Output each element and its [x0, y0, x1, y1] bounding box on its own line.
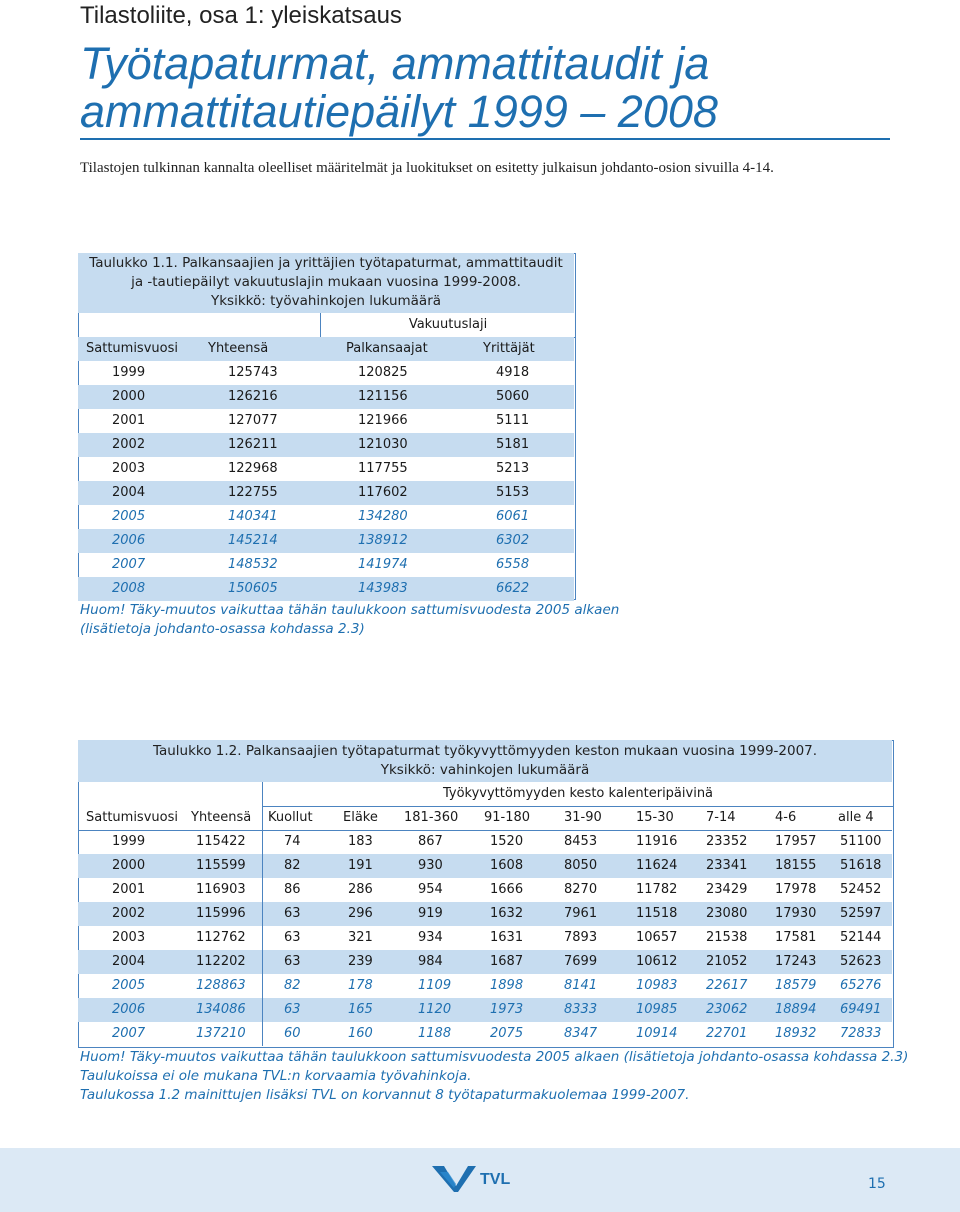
table1-column-header: Palkansaajat — [346, 341, 428, 356]
table-cell: 134280 — [358, 509, 408, 524]
table-cell: 191 — [348, 858, 373, 873]
table-cell: 8453 — [564, 834, 598, 849]
table-cell: 1631 — [490, 930, 524, 945]
table-cell: 2000 — [112, 858, 146, 873]
table-cell: 115599 — [196, 858, 246, 873]
table-cell: 22617 — [706, 978, 748, 993]
table-cell: 1109 — [418, 978, 452, 993]
table-row — [78, 553, 574, 577]
table1-note — [80, 601, 619, 639]
table-cell: 52144 — [840, 930, 882, 945]
table-cell: 2008 — [112, 581, 146, 596]
table-cell: 17978 — [775, 882, 817, 897]
table-cell: 8141 — [564, 978, 598, 993]
intro-text: Tilastojen tulkinnan kannalta oleelliset määritelmät ja luokitukset on esitetty julkaisun johdanto-osion sivuilla 4-14. — [80, 160, 774, 176]
table-cell: 2004 — [112, 954, 146, 969]
table-cell: 122755 — [228, 485, 278, 500]
table-cell: 11916 — [636, 834, 678, 849]
table-cell: 17581 — [775, 930, 817, 945]
table1-column-header: Sattumisvuosi — [86, 341, 178, 356]
table-cell: 145214 — [228, 533, 278, 548]
table-cell: 143983 — [358, 581, 408, 596]
table-cell: 178 — [348, 978, 373, 993]
table-row — [78, 529, 574, 553]
table-cell: 17243 — [775, 954, 817, 969]
table1-caption-line3: Yksikkö: työvahinkojen lukumäärä — [210, 293, 442, 309]
table-cell: 11624 — [636, 858, 678, 873]
table2-column-header: 91-180 — [484, 810, 531, 825]
table-cell: 72833 — [840, 1026, 882, 1041]
table2-column-header: 7-14 — [706, 810, 736, 825]
section-heading: Tilastoliite, osa 1: yleiskatsaus — [80, 2, 402, 29]
table2-column-header: Kuollut — [268, 810, 313, 825]
table-cell: 6622 — [496, 581, 530, 596]
table2-column-header: Yhteensä — [191, 810, 252, 825]
table-cell: 117755 — [358, 461, 408, 476]
table-cell: 128863 — [196, 978, 246, 993]
table-cell: 10983 — [636, 978, 678, 993]
table2-column-header: alle 4 — [838, 810, 874, 825]
table-cell: 4918 — [496, 365, 530, 380]
table-cell: 2002 — [112, 906, 146, 921]
table-cell: 63 — [284, 906, 301, 921]
table2-column-header: 15-30 — [636, 810, 674, 825]
table-cell: 23429 — [706, 882, 748, 897]
table-cell: 21538 — [706, 930, 748, 945]
table2-column-header: 31-90 — [564, 810, 602, 825]
table-cell: 1608 — [490, 858, 524, 873]
table-cell: 52623 — [840, 954, 882, 969]
table-row — [78, 998, 892, 1022]
table-cell: 2005 — [112, 509, 146, 524]
table-cell: 11518 — [636, 906, 678, 921]
table2-column-header: Sattumisvuosi — [86, 810, 178, 825]
table-cell: 1188 — [418, 1026, 452, 1041]
table-cell: 137210 — [196, 1026, 246, 1041]
table-cell: 60 — [284, 1026, 301, 1041]
table-row — [78, 457, 574, 481]
table-cell: 286 — [348, 882, 373, 897]
page-number: 15 — [868, 1176, 886, 1192]
table-cell: 122968 — [228, 461, 278, 476]
table-cell: 134086 — [196, 1002, 246, 1017]
table-cell: 117602 — [358, 485, 408, 500]
table-cell: 21052 — [706, 954, 748, 969]
table-cell: 930 — [418, 858, 443, 873]
table-row — [78, 385, 574, 409]
table-cell: 82 — [284, 858, 301, 873]
table-cell: 2003 — [112, 461, 146, 476]
table-cell: 23080 — [706, 906, 748, 921]
table2-caption-line1: Taulukko 1.2. Palkansaajien työtapaturmat työkyvyttömyyden keston mukaan vuosina 1999-2007. — [152, 743, 818, 759]
table2-column-divider — [262, 806, 263, 1046]
table1-caption-line1: Taulukko 1.1. Palkansaajien ja yrittäjien työtapaturmat, ammattitaudit — [89, 255, 563, 271]
table-cell: 51618 — [840, 858, 882, 873]
table-cell: 10657 — [636, 930, 678, 945]
table-cell: 2007 — [112, 557, 146, 572]
table-cell: 121966 — [358, 413, 408, 428]
table-cell: 984 — [418, 954, 443, 969]
table-cell: 5153 — [496, 485, 530, 500]
table1-note-line2: (lisätietoja johdanto-osassa kohdassa 2.3) — [80, 621, 365, 637]
table-cell: 17957 — [775, 834, 817, 849]
table-cell: 2006 — [112, 1002, 146, 1017]
table-cell: 1687 — [490, 954, 524, 969]
table-cell: 115996 — [196, 906, 246, 921]
table-cell: 7893 — [564, 930, 598, 945]
table1-caption — [78, 253, 574, 313]
table-cell: 6302 — [496, 533, 530, 548]
table-cell: 1632 — [490, 906, 524, 921]
table-cell: 165 — [348, 1002, 373, 1017]
table2-note-line3: Taulukossa 1.2 mainittujen lisäksi TVL on korvannut 8 työtapaturmakuolemaa 1999-2007. — [80, 1087, 690, 1103]
table-cell: 7961 — [564, 906, 598, 921]
table2-note — [80, 1048, 908, 1105]
table-cell: 52452 — [840, 882, 882, 897]
table-cell: 11782 — [636, 882, 678, 897]
table-cell: 138912 — [358, 533, 408, 548]
table-cell: 6061 — [496, 509, 530, 524]
table-cell: 867 — [418, 834, 443, 849]
table-cell: 160 — [348, 1026, 373, 1041]
table-cell: 126211 — [228, 437, 278, 452]
table-cell: 2000 — [112, 389, 146, 404]
table-cell: 8050 — [564, 858, 598, 873]
table-cell: 120825 — [358, 365, 408, 380]
table-cell: 10985 — [636, 1002, 678, 1017]
table2-caption — [78, 740, 892, 782]
table-cell: 2005 — [112, 978, 146, 993]
page-title-line1: Työtapaturmat, ammattitaudit ja — [80, 38, 710, 89]
table2-note-line2: Taulukoissa ei ole mukana TVL:n korvaamia työvahinkoja. — [80, 1068, 472, 1084]
table-cell: 74 — [284, 834, 301, 849]
table-cell: 112762 — [196, 930, 246, 945]
table-row — [78, 361, 574, 385]
table-cell: 8270 — [564, 882, 598, 897]
table-cell: 23062 — [706, 1002, 748, 1017]
table-cell: 82 — [284, 978, 301, 993]
table-cell: 63 — [284, 954, 301, 969]
table-row — [78, 926, 892, 950]
table-cell: 2075 — [490, 1026, 524, 1041]
table-cell: 121030 — [358, 437, 408, 452]
table-cell: 5111 — [496, 413, 530, 428]
table-row — [78, 902, 892, 926]
table-cell: 5181 — [496, 437, 530, 452]
table-cell: 115422 — [196, 834, 246, 849]
page-title — [80, 40, 890, 140]
table-cell: 126216 — [228, 389, 278, 404]
table-cell: 2003 — [112, 930, 146, 945]
table-cell: 86 — [284, 882, 301, 897]
table-cell: 2006 — [112, 533, 146, 548]
table-cell: 1666 — [490, 882, 524, 897]
table-cell: 321 — [348, 930, 373, 945]
table1-column-header: Yrittäjät — [483, 341, 535, 356]
table-cell: 183 — [348, 834, 373, 849]
table-row — [78, 505, 574, 529]
table-cell: 148532 — [228, 557, 278, 572]
table2-group-header: Työkyvyttömyyden kesto kalenteripäivinä — [262, 782, 893, 807]
table1-note-line1: Huom! Täky-muutos vaikuttaa tähän taulukkoon sattumisvuodesta 2005 alkaen — [80, 602, 620, 618]
table-row — [78, 409, 574, 433]
table-cell: 10914 — [636, 1026, 678, 1041]
table-cell: 127077 — [228, 413, 278, 428]
table-cell: 7699 — [564, 954, 598, 969]
table-cell: 934 — [418, 930, 443, 945]
table-cell: 23352 — [706, 834, 748, 849]
table-cell: 239 — [348, 954, 373, 969]
table2-column-header: 4-6 — [775, 810, 797, 825]
table-cell: 18932 — [775, 1026, 817, 1041]
table-row — [78, 974, 892, 998]
table1-header-row — [78, 337, 574, 361]
table-row — [78, 854, 892, 878]
page-title-line2: ammattitautiepäilyt 1999 – 2008 — [80, 86, 718, 137]
table-cell: 150605 — [228, 581, 278, 596]
table-cell: 125743 — [228, 365, 278, 380]
table2-header-row — [78, 806, 892, 831]
table1-column-header: Yhteensä — [208, 341, 269, 356]
table-cell: 5213 — [496, 461, 530, 476]
table-cell: 2007 — [112, 1026, 146, 1041]
table-cell: 52597 — [840, 906, 882, 921]
table-cell: 5060 — [496, 389, 530, 404]
table-row — [78, 950, 892, 974]
table-cell: 23341 — [706, 858, 748, 873]
table-cell: 6558 — [496, 557, 530, 572]
table-cell: 17930 — [775, 906, 817, 921]
table-cell: 2001 — [112, 413, 146, 428]
table-row — [78, 577, 574, 601]
table-cell: 141974 — [358, 557, 408, 572]
table-cell: 65276 — [840, 978, 882, 993]
table-cell: 63 — [284, 930, 301, 945]
table-row — [78, 433, 574, 457]
table1-group-header: Vakuutuslaji — [320, 313, 575, 338]
table-cell: 919 — [418, 906, 443, 921]
table-cell: 63 — [284, 1002, 301, 1017]
table-cell: 116903 — [196, 882, 246, 897]
table-cell: 1999 — [112, 834, 146, 849]
table-cell: 2004 — [112, 485, 146, 500]
table-row — [78, 481, 574, 505]
table-cell: 8347 — [564, 1026, 598, 1041]
table1-caption-line2: ja -tautiepäilyt vakuutuslajin mukaan vuosina 1999-2008. — [131, 274, 521, 290]
table2-column-header: 181-360 — [404, 810, 459, 825]
table-cell: 296 — [348, 906, 373, 921]
table2-note-line1: Huom! Täky-muutos vaikuttaa tähän taulukkoon sattumisvuodesta 2005 alkaen (lisätietoja johdanto-osassa kohdassa 2.3) — [80, 1049, 909, 1065]
table2-caption-line2: Yksikkö: vahinkojen lukumäärä — [380, 762, 590, 778]
table-cell: 8333 — [564, 1002, 598, 1017]
tvl-logo — [430, 1160, 530, 1200]
table-cell: 1973 — [490, 1002, 524, 1017]
table-cell: 2001 — [112, 882, 146, 897]
table-cell: 51100 — [840, 834, 882, 849]
table-cell: 1120 — [418, 1002, 452, 1017]
table-row — [78, 1022, 892, 1046]
tvl-logo-text: TVL — [480, 1171, 511, 1188]
table-cell: 1898 — [490, 978, 524, 993]
table-cell: 954 — [418, 882, 443, 897]
table-cell: 121156 — [358, 389, 408, 404]
tvl-logo-icon — [430, 1160, 530, 1196]
table-cell: 112202 — [196, 954, 246, 969]
table-cell: 1999 — [112, 365, 146, 380]
table-row — [78, 830, 892, 854]
table-cell: 22701 — [706, 1026, 748, 1041]
table-cell: 69491 — [840, 1002, 882, 1017]
table-row — [78, 878, 892, 902]
table-cell: 10612 — [636, 954, 678, 969]
table-cell: 18894 — [775, 1002, 817, 1017]
table-cell: 140341 — [228, 509, 278, 524]
table2-column-header: Eläke — [343, 810, 378, 825]
table-cell: 18579 — [775, 978, 817, 993]
table-cell: 1520 — [490, 834, 524, 849]
table-cell: 18155 — [775, 858, 817, 873]
table-cell: 2002 — [112, 437, 146, 452]
